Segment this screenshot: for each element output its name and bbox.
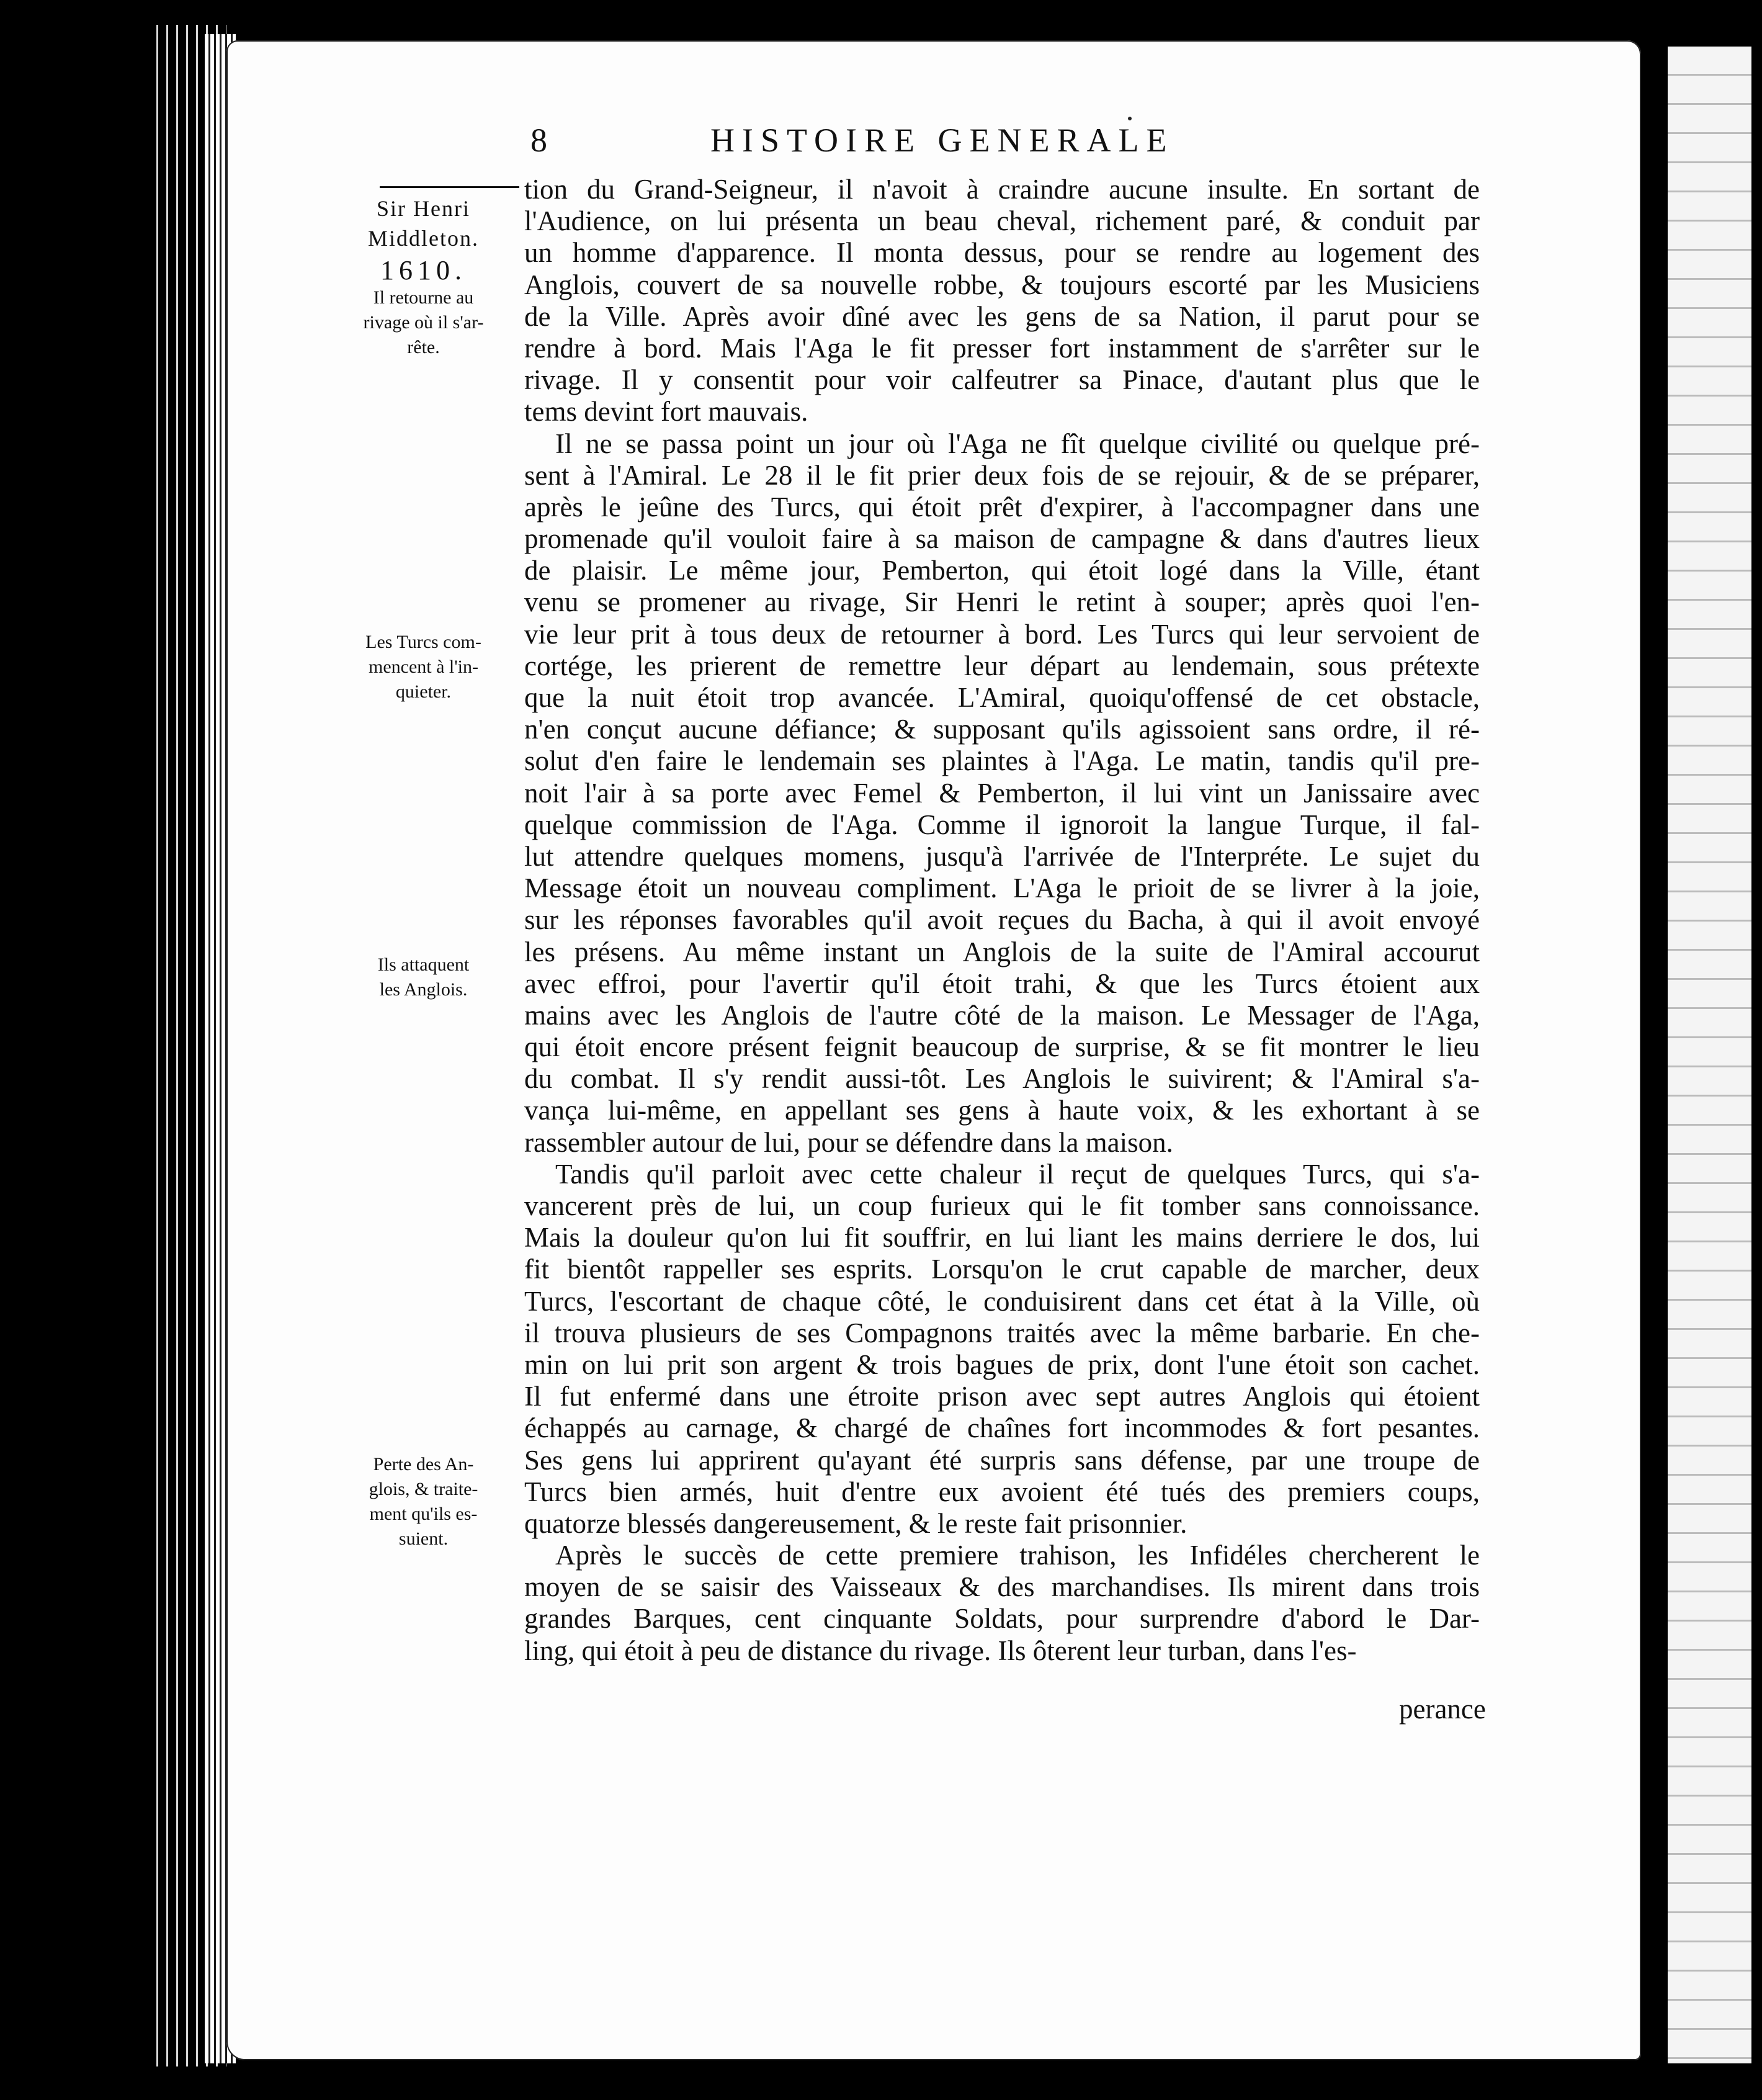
text-line: Turcs bien armés, huit d'entre eux avoient été tués des premiers coups,: [524, 1476, 1480, 1507]
margin-note-line: rivage où il s'ar-: [363, 312, 484, 333]
text-line: Tandis qu'il parloit avec cette chaleur il reçut de quelques Turcs, qui s'a-: [555, 1158, 1480, 1190]
text-line: promenade qu'il vouloit faire à sa maison de campagne & dans d'autres lieux: [524, 523, 1480, 555]
text-line: solut d'en faire le lendemain ses plaintes à l'Aga. Le matin, tandis qu'il pre-: [524, 745, 1480, 777]
text-line: de la Ville. Après avoir dîné avec les gens de sa Nation, il parut pour se: [524, 300, 1480, 332]
text-line: un homme d'apparence. Il monta dessus, pour se rendre au logement des: [524, 237, 1480, 269]
text-line: sent à l'Amiral. Le 28 il le fit prier deux fois de se rejouir, & de se préparer,: [524, 459, 1480, 491]
text-line: rendre à bord. Mais l'Aga le fit presser fort instamment de s'arrêter sur le: [524, 332, 1480, 364]
text-line: Il ne se passa point un jour où l'Aga ne fît quelque civilité ou quelque pré-: [555, 428, 1480, 459]
text-line: quelque commission de l'Aga. Comme il ignoroit la langue Turque, il fal-: [524, 809, 1480, 840]
page-speck: [1128, 117, 1132, 120]
text-line: venu se promener au rivage, Sir Henri le retint à souper; après quoi l'en-: [524, 586, 1480, 618]
text-line: tems devint fort mauvais.: [524, 396, 808, 428]
text-line: Turcs, l'escortant de chaque côté, le conduisirent dans cet état à la Ville, où: [524, 1285, 1480, 1317]
margin-note-line: quieter.: [395, 681, 452, 702]
margin-year: 1610.: [380, 255, 467, 285]
text-line: Ses gens lui apprirent qu'ayant été surpris sans défense, par une troupe de: [524, 1444, 1480, 1476]
margin-note: [338, 285, 509, 360]
text-line: cortége, les prierent de remettre leur départ au lendemain, sous prétexte: [524, 650, 1480, 681]
margin-note-line: les Anglois.: [379, 979, 468, 1000]
margin-name-line2: Middleton.: [368, 226, 479, 251]
text-line: vança lui-même, en appellant ses gens à haute voix, & les exhortant à se: [524, 1095, 1480, 1126]
text-line: que la nuit étoit trop avancée. L'Amiral, quoiqu'offensé de cet obstacle,: [524, 682, 1480, 713]
margin-note: [338, 630, 509, 704]
text-line: il trouva plusieurs de ses Compagnons traités avec la même barbarie. En che-: [524, 1317, 1480, 1348]
text-line: rassembler autour de lui, pour se défendre dans la maison.: [524, 1126, 1173, 1158]
text-line: grandes Barques, cent cinquante Soldats, pour surprendre d'abord le Dar-: [524, 1603, 1480, 1635]
page-number: 8: [530, 122, 552, 159]
text-line: vie leur prit à tous deux de retourner à bord. Les Turcs qui leur servoient de: [524, 618, 1480, 650]
text-line: fit bientôt rappeller ses esprits. Lorsqu'on le crut capable de marcher, deux: [524, 1254, 1480, 1285]
text-line: sur les réponses favorables qu'il avoit reçues du Bacha, à qui il avoit envoyé: [524, 904, 1480, 936]
text-line: qui étoit encore présent feignit beaucoup de surprise, & se fit montrer le lieu: [524, 1031, 1480, 1063]
text-line: Il fut enfermé dans une étroite prison avec sept autres Anglois qui étoient: [524, 1381, 1480, 1412]
text-line: n'en conçut aucune défiance; & supposant qu'ils agissoient sans ordre, il ré-: [524, 714, 1480, 745]
margin-note-line: glois, & traite-: [369, 1479, 478, 1499]
text-line: Anglois, couvert de sa nouvelle robbe, & toujours escorté par les Musiciens: [524, 269, 1480, 300]
margin-note-line: mencent à l'in-: [369, 657, 478, 677]
margin-heading: [338, 194, 509, 253]
text-line: avec effroi, pour l'avertir qu'il étoit trahi, & que les Turcs étoient aux: [524, 967, 1480, 999]
text-line: Après le succès de cette premiere trahison, les Infidéles chercherent le: [555, 1540, 1480, 1571]
text-line: ling, qui étoit à peu de distance du rivage. Ils ôterent leur turban, dans l'es-: [524, 1635, 1357, 1666]
margin-note-line: Les Turcs com-: [365, 632, 481, 652]
text-line: tion du Grand-Seigneur, il n'avoit à craindre aucune insulte. En sortant de: [524, 174, 1480, 205]
margin-name-line1: Sir Henri: [377, 196, 470, 221]
text-line: après le jeûne des Turcs, qui étoit prêt d'expirer, à l'accompagner dans une: [524, 491, 1480, 523]
margin-note: [338, 1452, 509, 1551]
text-line: les présens. Au même instant un Anglois de la suite de l'Amiral accourut: [524, 936, 1480, 967]
body-text: [524, 174, 1480, 1667]
text-line: Message étoit un nouveau compliment. L'Aga le prioit de se livrer à la joie,: [524, 873, 1480, 904]
text-line: de plaisir. Le même jour, Pemberton, qui étoit logé dans la Ville, étant: [524, 555, 1480, 586]
margin-note-line: Ils attaquent: [377, 954, 470, 975]
margin-note: [338, 953, 509, 1002]
text-line: quatorze blessés dangereusement, & le reste fait prisonnier.: [524, 1507, 1187, 1539]
margin-rule: [380, 186, 519, 188]
running-title: HISTOIRE GENERALE: [710, 122, 1174, 159]
catchword: perance: [1399, 1694, 1486, 1725]
margin-note-line: Il retourne au: [373, 287, 474, 308]
text-line: lut attendre quelques momens, jusqu'à l'arrivée de l'Interpréte. Le sujet du: [524, 840, 1480, 872]
facing-page-edge: [1666, 47, 1751, 2063]
text-line: rivage. Il y consentit pour voir calfeutrer sa Pinace, d'autant plus que le: [524, 364, 1480, 396]
text-line: mains avec les Anglois de l'autre côté de la maison. Le Messager de l'Aga,: [524, 999, 1480, 1031]
margin-note-line: suient.: [398, 1528, 449, 1549]
text-line: noit l'air à sa porte avec Femel & Pemberton, il lui vint un Janissaire avec: [524, 777, 1480, 809]
text-line: Mais la douleur qu'on lui fit souffrir, en lui liant les mains derriere le dos, lui: [524, 1222, 1480, 1254]
margin-note-line: rête.: [407, 337, 440, 357]
text-line: l'Audience, on lui présenta un beau cheval, richement paré, & conduit par: [524, 205, 1480, 237]
margin-note-line: Perte des An-: [373, 1454, 474, 1474]
text-line: vancerent près de lui, un coup furieux qui le fit tomber sans connoissance.: [524, 1190, 1480, 1221]
text-line: du combat. Il s'y rendit aussi-tôt. Les Anglois le suivirent; & l'Amiral s'a-: [524, 1063, 1480, 1095]
text-line: min on lui prit son argent & trois bagues de prix, dont l'une étoit son cachet.: [524, 1348, 1480, 1380]
margin-note-line: ment qu'ils es-: [369, 1504, 478, 1524]
text-line: échappés au carnage, & chargé de chaînes fort incommodes & fort pesantes.: [524, 1412, 1480, 1444]
text-line: moyen de se saisir des Vaisseaux & des marchandises. Ils mirent dans trois: [524, 1571, 1480, 1603]
